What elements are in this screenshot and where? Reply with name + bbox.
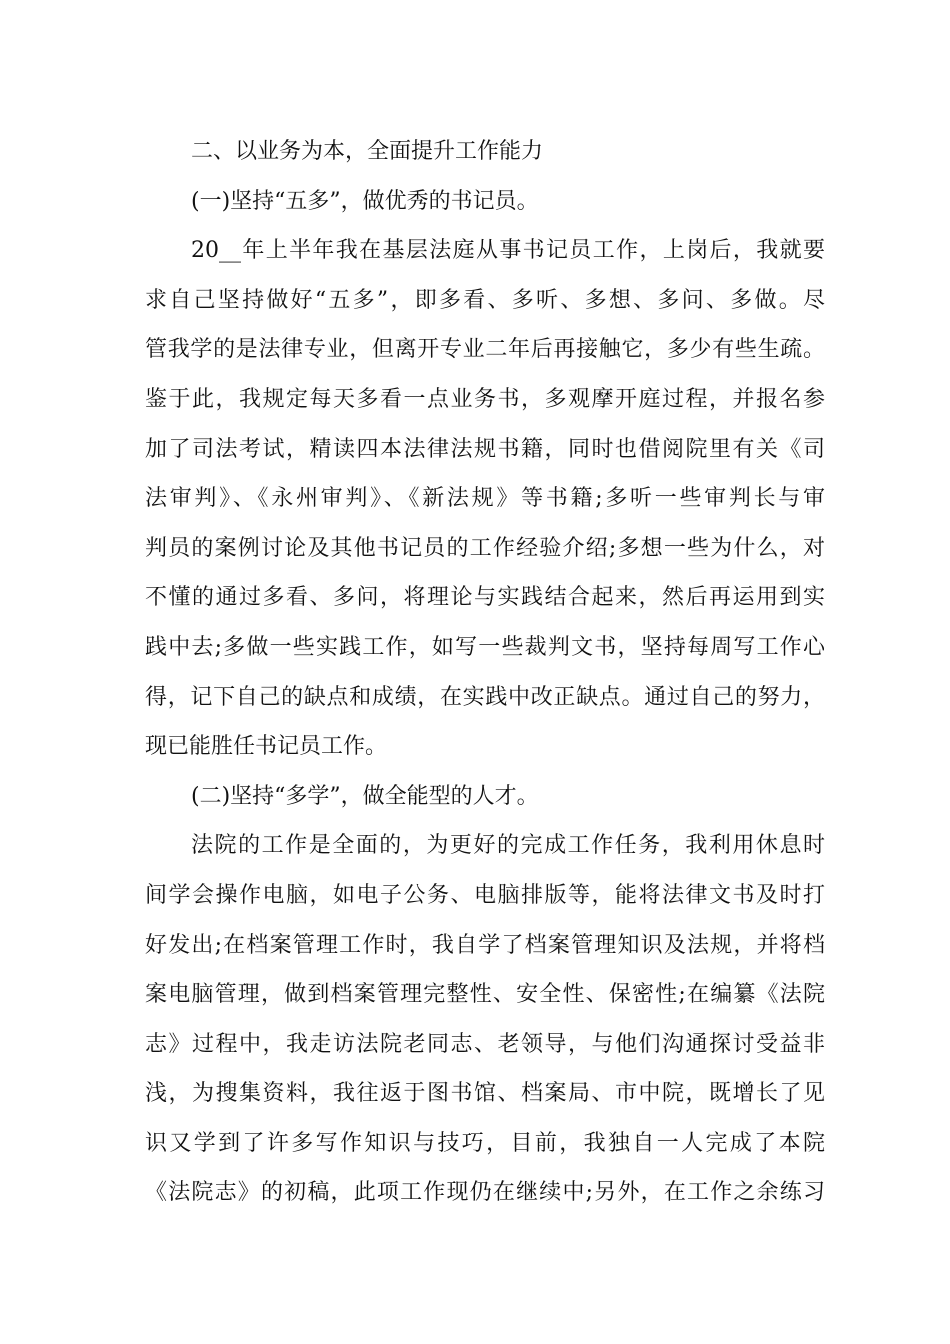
document-body (145, 127, 825, 1218)
paragraph-line: 间学会操作电脑，如电子公务、电脑排版等，能将法律文书及时打 (145, 882, 825, 908)
paragraph-line: 志》过程中，我走访法院老同志、老领导，与他们沟通探讨受益非 (145, 1031, 825, 1057)
subheading-two: (二)坚持“多学”，做全能型的人才。 (191, 783, 539, 809)
paragraph-line: 好发出;在档案管理工作时，我自学了档案管理知识及法规，并将档 (145, 932, 825, 958)
paragraph-line: 案电脑管理，做到档案管理完整性、安全性、保密性;在编纂《法院 (145, 982, 825, 1008)
paragraph-line: 《法院志》的初稿，此项工作现仍在继续中;另外，在工作之余练习 (145, 1180, 825, 1206)
paragraph-two (145, 821, 825, 1218)
section-heading: 二、以业务为本，全面提升工作能力 (191, 139, 544, 164)
paragraph-line: 浅，为搜集资料，我往返于图书馆、档案局、市中院，既增长了见 (145, 1081, 825, 1107)
paragraph-line: 判员的案例讨论及其他书记员的工作经验介绍;多想一些为什么，对 (145, 535, 825, 561)
paragraph-line: 管我学的是法律专业，但离开专业二年后再接触它，多少有些生疏。 (145, 337, 825, 363)
paragraph-line: 20__年上半年我在基层法庭从事书记员工作，上岗后，我就要 (191, 238, 825, 264)
paragraph-line: 识又学到了许多写作知识与技巧，目前，我独自一人完成了本院 (145, 1130, 825, 1156)
paragraph-line: 鉴于此，我规定每天多看一点业务书，多观摩开庭过程，并报名参 (145, 386, 825, 412)
paragraph-line: 法审判》、《永州审判》、《新法规》等书籍;多听一些审判长与审 (145, 486, 825, 512)
subheading-one: (一)坚持“五多”，做优秀的书记员。 (191, 188, 539, 214)
paragraph-line: 求自己坚持做好“五多”，即多看、多听、多想、多问、多做。尽 (145, 287, 825, 313)
paragraph-line: 得，记下自己的缺点和成绩，在实践中改正缺点。通过自己的努力， (145, 684, 825, 710)
paragraph-line: 法院的工作是全面的，为更好的完成工作任务，我利用休息时 (191, 833, 825, 859)
paragraph-line: 加了司法考试，精读四本法律法规书籍，同时也借阅院里有关《司 (145, 436, 825, 462)
paragraph-line: 践中去;多做一些实践工作，如写一些裁判文书，坚持每周写工作心 (145, 634, 825, 660)
paragraph-line: 现已能胜任书记员工作。 (145, 734, 388, 760)
paragraph-one (145, 226, 825, 772)
paragraph-line: 不懂的通过多看、多问，将理论与实践结合起来，然后再运用到实 (145, 585, 825, 611)
